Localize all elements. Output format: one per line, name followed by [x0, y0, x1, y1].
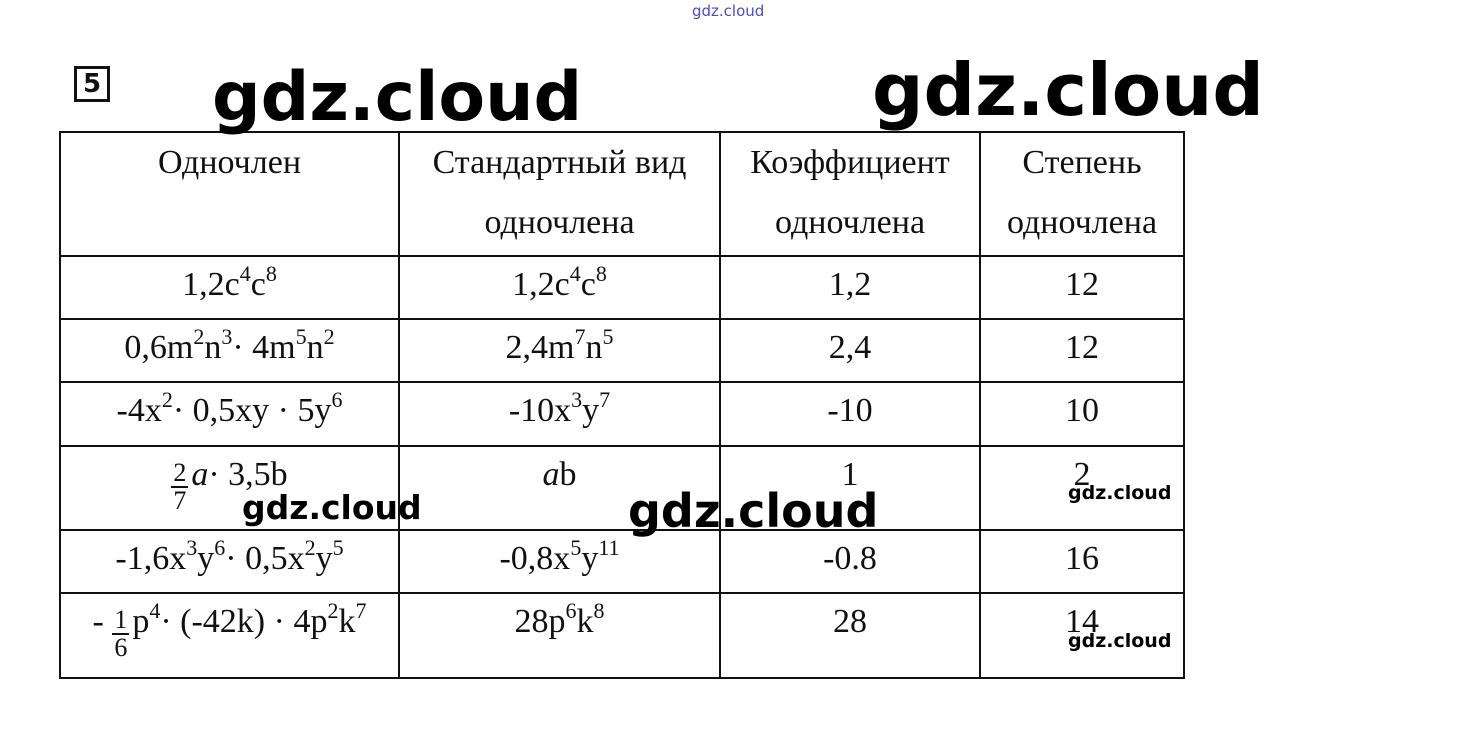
expression-part: y	[315, 540, 333, 577]
monomial-cell	[60, 319, 399, 382]
expression-part: -4x	[116, 392, 162, 429]
exponent: 3	[571, 387, 583, 412]
expression-part: 1,2c	[512, 266, 570, 303]
degree-cell: 12	[980, 256, 1184, 319]
expression-part: b	[559, 456, 577, 493]
exponent: 8	[265, 261, 277, 286]
expression-part: -0,8x	[499, 540, 571, 577]
exponent: 2	[193, 324, 205, 349]
expression-part: c	[580, 266, 596, 303]
watermark: gdz.cloud	[1068, 482, 1172, 504]
fraction-numerator: 1	[114, 605, 128, 634]
exponent: 7	[355, 598, 367, 623]
exponent: 7	[599, 387, 611, 412]
degree-cell: 10	[980, 382, 1184, 446]
exponent: 8	[595, 261, 607, 286]
expression-part: -10x	[508, 392, 572, 429]
exponent: 6	[565, 598, 577, 623]
watermark: gdz.cloud	[1068, 630, 1172, 652]
expression-part: a	[191, 456, 209, 493]
standard-form-cell	[399, 593, 720, 678]
watermark: gdz.cloud	[212, 58, 583, 137]
exponent: 5	[332, 535, 344, 560]
expression-part: y	[581, 540, 599, 577]
expression-part: c	[250, 266, 266, 303]
exponent: 5	[602, 324, 614, 349]
coefficient-cell: -10	[720, 382, 980, 446]
exponent: 11	[598, 535, 620, 560]
expression-part: a	[542, 456, 560, 493]
coefficient-cell: 1	[720, 446, 980, 530]
expression-part: k	[576, 603, 594, 640]
coefficient-cell: 28	[720, 593, 980, 678]
expression-part: p	[132, 603, 150, 640]
exponent: 2	[327, 598, 339, 623]
exponent: 2	[161, 387, 173, 412]
exponent: 3	[221, 324, 233, 349]
expression-part: y	[582, 392, 600, 429]
monomial-cell	[60, 382, 399, 446]
expression-part: n	[585, 329, 603, 366]
fraction-numerator: 2	[173, 458, 187, 487]
exponent: 4	[569, 261, 581, 286]
exponent: 6	[331, 387, 343, 412]
monomial-cell	[60, 593, 399, 678]
table-row	[60, 446, 1184, 530]
header-monomial: Одночлен	[60, 132, 399, 256]
table-row	[60, 382, 1184, 446]
expression-part: · 0,5x	[225, 540, 305, 577]
coefficient-cell: -0.8	[720, 530, 980, 593]
coefficient-cell: 2,4	[720, 319, 980, 382]
standard-form-cell	[399, 319, 720, 382]
header-degree: Степень одночлена	[980, 132, 1184, 256]
standard-form-cell	[399, 530, 720, 593]
fraction-denominator: 7	[173, 486, 187, 515]
degree-cell: 12	[980, 319, 1184, 382]
monomial-cell	[60, 530, 399, 593]
watermark: gdz.cloud	[872, 48, 1264, 132]
expression-part: 1,2c	[182, 266, 240, 303]
task-number-box: 5	[74, 66, 110, 102]
exponent: 2	[323, 324, 335, 349]
exponent: 5	[295, 324, 307, 349]
expression-part: · (-42k) · 4p	[160, 603, 328, 640]
expression-part: y	[197, 540, 215, 577]
degree-cell: 16	[980, 530, 1184, 593]
table-row	[60, 530, 1184, 593]
exponent: 4	[239, 261, 251, 286]
standard-form-cell	[399, 382, 720, 446]
expression-part: · 0,5xy · 5y	[172, 392, 332, 429]
expression-part: k	[338, 603, 356, 640]
expression-part: -1,6x	[115, 540, 187, 577]
exponent: 7	[574, 324, 586, 349]
top-watermark: gdz.cloud	[692, 2, 765, 20]
table-row	[60, 256, 1184, 319]
degree-cell: 2	[980, 446, 1184, 530]
exponent: 3	[186, 535, 198, 560]
expression-part: 28p	[514, 603, 566, 640]
expression-part: · 3,5b	[208, 456, 288, 493]
table-header-row	[60, 132, 1184, 256]
fraction	[112, 607, 129, 661]
exponent: 8	[593, 598, 605, 623]
degree-cell: 14	[980, 593, 1184, 678]
watermark: gdz.cloud	[242, 488, 422, 527]
header-coefficient: Коэффициент одночлена	[720, 132, 980, 256]
table-row	[60, 593, 1184, 678]
watermark: gdz.cloud	[628, 484, 879, 538]
expression-part: 0,6m	[124, 329, 194, 366]
coefficient-cell: 1,2	[720, 256, 980, 319]
monomial-cell	[60, 256, 399, 319]
fraction-denominator: 6	[114, 633, 128, 662]
sign-prefix: -	[92, 603, 113, 640]
expression-part: · 4m	[232, 329, 296, 366]
standard-form-cell	[399, 256, 720, 319]
exponent: 6	[214, 535, 226, 560]
fraction	[171, 460, 188, 514]
exponent: 4	[149, 598, 161, 623]
expression-part: n	[204, 329, 222, 366]
exponent: 2	[304, 535, 316, 560]
expression-part: n	[306, 329, 324, 366]
expression-part: 2,4m	[505, 329, 575, 366]
exponent: 5	[570, 535, 582, 560]
table-row	[60, 319, 1184, 382]
monomial-table	[59, 131, 1185, 679]
header-standard-form: Стандартный вид одночлена	[399, 132, 720, 256]
